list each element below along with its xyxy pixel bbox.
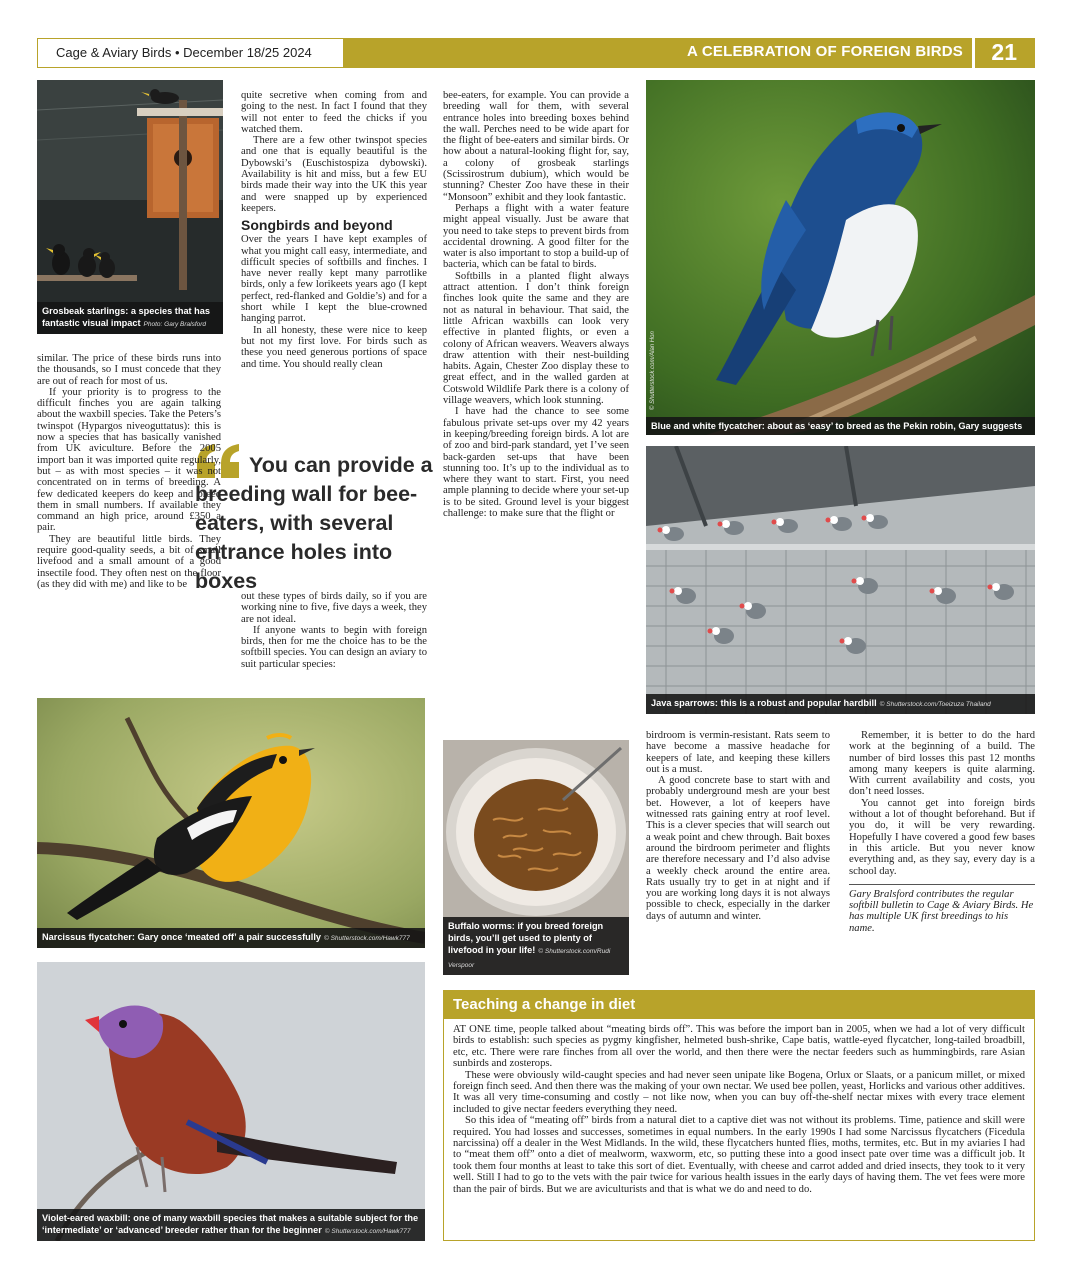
page-number: 21 [991,39,1017,65]
sidebar-paragraph: So this idea of “meating off” birds from a natural diet to a captive diet was not without its problems. Time, patience and skill were required. You had losses and successes, sometimes in equal numbers. In the early 1990s I had some Narcissus flycatchers (Ficedula narcissina) off a dealer in the West Midlands. In the wild, these flycatchers hunted flies, moths, termites, etc. But in my aviaries I had to “meat them off” onto a diet of mealworm, waxworm, etc, so putting these into a good insect pate over time was a difficult job. It took them four months at least to take this sort of diet. Eventually, with cheese and carrot added and dried insects, they took to it very well. Still I had to go to the vets with the pair twice for various health issues in the early days of having them. The vet fees were more than the pair of birds. But we are aviculturists and that is what we do and need to do. [453,1115,1025,1195]
java-caption-text: Java sparrows: this is a robust and popular hardbill [651,698,877,708]
col1-paragraph: If your priority is to progress to the difficult finches you are again talking about the waxbill species. Take the Peters’s twinspot (Hypargos niveoguttatus): this is now a species that has basically vanished from UK aviculture. Before the 2005 import ban it was imported quite regularly, but – as with most species – it was not concentrated on in terms of breeding. A few dedicated keepers do keep and breed them in small numbers. If available they command an high price, around £350 a pair. [37,386,221,534]
narcissus-credit: © Shutterstock.com/Hawk777 [323,935,410,942]
waxbill-caption-text: Violet-eared waxbill: one of many waxbill species that makes a suitable subject for the ‘intermediate’ or ‘advanced’ breeder rather than for the beginner [42,1213,419,1235]
col4-paragraph: birdroom is vermin-resistant. Rats seem to have become a massive headache for keepers of late, and keeping these killers out is a must. [646,730,830,775]
grosbeak-starlings-caption [37,302,223,334]
col3-paragraph: Perhaps a flight with a water feature might appeal visually. Just be aware that you need to take steps to prevent birds from accidental drowning. A good filter for the water is also important to stop a build-up of bacteria, which can be fatal to birds. [443,202,629,271]
buffalo-worms-caption [443,917,629,975]
article-column-5 [849,730,1035,934]
col5-paragraph: You cannot get into foreign birds without a lot of thought beforehand. But if you do, it will be very rewarding. Hopefully I have covered a good few bases in this article. But you never know everything and, as they say, every day is a school day. [849,797,1035,877]
grosbeak-starlings-image [37,80,223,334]
narcissus-flycatcher-caption [37,928,425,948]
waxbill-credit: © Shutterstock.com/Hawk777 [324,1228,411,1235]
java-sparrows-caption [646,694,1035,714]
col2-paragraph: There are a few other twinspot species and one that is equally beautiful is the Dybowski’s (Euschistospiza dybowski). Availability is hit and miss, but a few EU birds made their way into the UK this year and were snapped up by experienced keepers. [241,135,427,214]
col2-paragraph: If anyone wants to begin with foreign birds, then for me the choice has to be the softbill species. You can design an aviary to suit particular species: [241,624,427,670]
violet-eared-waxbill-photo [37,962,425,1241]
blue-white-flycatcher-caption [646,417,1035,435]
narcissus-caption-text: Narcissus flycatcher: Gary once ‘meated off’ a pair successfully [42,932,321,942]
sidebar-box [443,990,1035,1241]
java-sparrows-photo [646,446,1035,714]
violet-eared-waxbill-image [37,962,425,1241]
author-bio: Gary Bralsford contributes the regular softbill bulletin to Cage & Aviary Birds. He has multiple UK first breedings to his name. [849,884,1035,934]
flycatcher-caption-text: Blue and white flycatcher: about as ‘easy’ to breed as the Pekin robin, Gary suggests [651,421,1023,431]
article-column-3 [443,90,629,519]
blue-white-flycatcher-image [646,80,1035,435]
java-credit: © Shutterstock.com/Toeizuza Thailand [879,701,991,708]
section-title: A CELEBRATION OF FOREIGN BIRDS [687,43,963,60]
article-column-2-top [241,90,427,370]
sidebar-body [444,1019,1034,1195]
header-section-bar [343,38,1035,68]
col1-paragraph: They are beautiful little birds. They require good-quality seeds, a bit of small livefood and a small amount of a good insectile food. They often nest on the floor (as they did with me) and like to be [37,533,221,590]
sidebar-title: Teaching a change in diet [444,991,1034,1019]
col2-paragraph: In all honesty, these were nice to keep but not my first love. For birds such as these you need generous portions of space and time. You should really clean [241,324,427,370]
article-column-4 [646,730,830,922]
col3-paragraph: bee-eaters, for example. You can provide a breeding wall for them, with several entrance holes into breeding boxes behind the wall. Perches need to be wide apart for the flight of bee-eaters and similar birds. Or how about a natural-looking flight for, say, a colony of grosbeak starlings (Scissirostrum dubium), which would be stunning? Chester Zoo have these in their “Monsoon” exhibit and they look fantastic. [443,90,629,203]
subheading-songbirds: Songbirds and beyond [241,217,393,234]
narcissus-flycatcher-photo [37,698,425,948]
col2-paragraph: Over the years I have kept examples of what you might call easy, intermediate, and difficult species of softbills and finches. I have never really kept many parrotlike birds, only a few lorikeets years ago (I kept perfect, red-flanked and Goldie’s) and for a short while I kept the blue-crowned hanging parrot. [241,234,427,325]
grosbeak-starlings-photo [37,80,223,334]
violet-eared-waxbill-caption [37,1209,425,1241]
pull-quote [195,444,457,596]
col2-paragraph: out these types of birds daily, so if you are working nine to five, five days a week, they are not ideal. [241,591,427,625]
header-divider [972,38,975,68]
grosbeak-credit: Photo: Gary Bralsford [143,321,207,328]
blue-white-flycatcher-photo [646,80,1035,435]
java-sparrows-image [646,446,1035,714]
buffalo-worms-photo [443,740,629,975]
col3-paragraph: Softbills in a planted flight always attract attention. I don’t think foreign finches look quite the same and they are not as natural in behaviour. That said, the little African waxbills can look very effective in planted flights, or even a colony of African weavers. Weavers always draw attention with their nest-building habits. Again, Chester Zoo display these to great effect, and in the walled garden at Cotswold Wildlife Park there is a colony of village weavers, which look stunning. [443,270,629,407]
buffalo-credit: © Shutterstock.com/Rudi Verspoor [448,948,611,969]
col4-paragraph: A good concrete base to start with and probably underground mesh are your best bet. However, a lot of keepers have witnessed rats gaining entry at roof level. This is a clever species that will search out a weak point and chew through. Bait boxes around the birdroom perimeter and flights are therefore necessary and I’d also advise a weekly check around the entire area. Rats usually try to get in at night and if you are working long days it is not always possible to check, especially in the darker days of autumn and winter. [646,775,830,922]
col1-paragraph: similar. The price of these birds runs into the thousands, so I must concede that they are out of reach for most of us. [37,353,221,387]
col5-paragraph: Remember, it is better to do the hard work at the beginning of a build. The number of bird losses this past 12 months among many keepers is quite alarming. With current availability and costs, you don’t need losses. [849,730,1035,798]
publication-line: Cage & Aviary Birds • December 18/25 2024 [56,45,312,60]
narcissus-flycatcher-image [37,698,425,948]
sidebar-paragraph: AT ONE time, people talked about “meating birds off”. This was before the import ban in 2005, when we had a lot of very difficult birds to establish: such species as pygmy kingfisher, helmeted bush-shrike, Cape batis, wattle-eyed flycatcher, long-tailed broadbill, etc, etc. There were rare finches from all over the world, and then there were the nectar feeders such as hummingbirds, rare Asian sunbirds and zosterops. [453,1024,1025,1070]
pull-quote-text: You can provide a breeding wall for bee-eaters, with several entrance holes into boxes [195,453,433,593]
flycatcher-side-credit: © Shutterstock.com/Alan Hon [650,331,656,410]
col3-paragraph: I have had the chance to see some fabulous private set-ups over my 42 years in keeping/breeding foreign birds. A lot are of zoo and bird-park standard, yet I’ve seen back-garden set-ups that have been stunning too. It’s up to the individual as to where they want to start. First, you need ample planning to decide where your set-up is to be sited. Ground level is your biggest challenge: to make sure that the flight or [443,406,629,519]
grosbeak-caption-text: Grosbeak starlings: a species that has fantastic visual impact [42,306,210,328]
sidebar-paragraph: These were obviously wild-caught species and had never seen unipate like Bogena, Orlux or Slaats, or a panicum millet, or mixed foreign finch seed. And then there was the making of your own nectar. We used bee pollen, yeast, Horlicks and various other additives. It was all very time-consuming and costly – not like now, when you can buy off-the-shelf nectar mixes with every trace element included to give nectar feeders everything they need. [453,1069,1025,1115]
col2-paragraph: quite secretive when coming from and going to the nest. In fact I found that they will not enter to feed the chicks if you watched them. [241,90,427,135]
buffalo-caption-text: Buffalo worms: if you breed foreign birds, you’ll get used to plenty of livefood in your life! [448,921,604,955]
article-column-1 [37,353,221,590]
article-column-2-bottom [241,591,427,670]
header-publication-box [37,38,343,68]
